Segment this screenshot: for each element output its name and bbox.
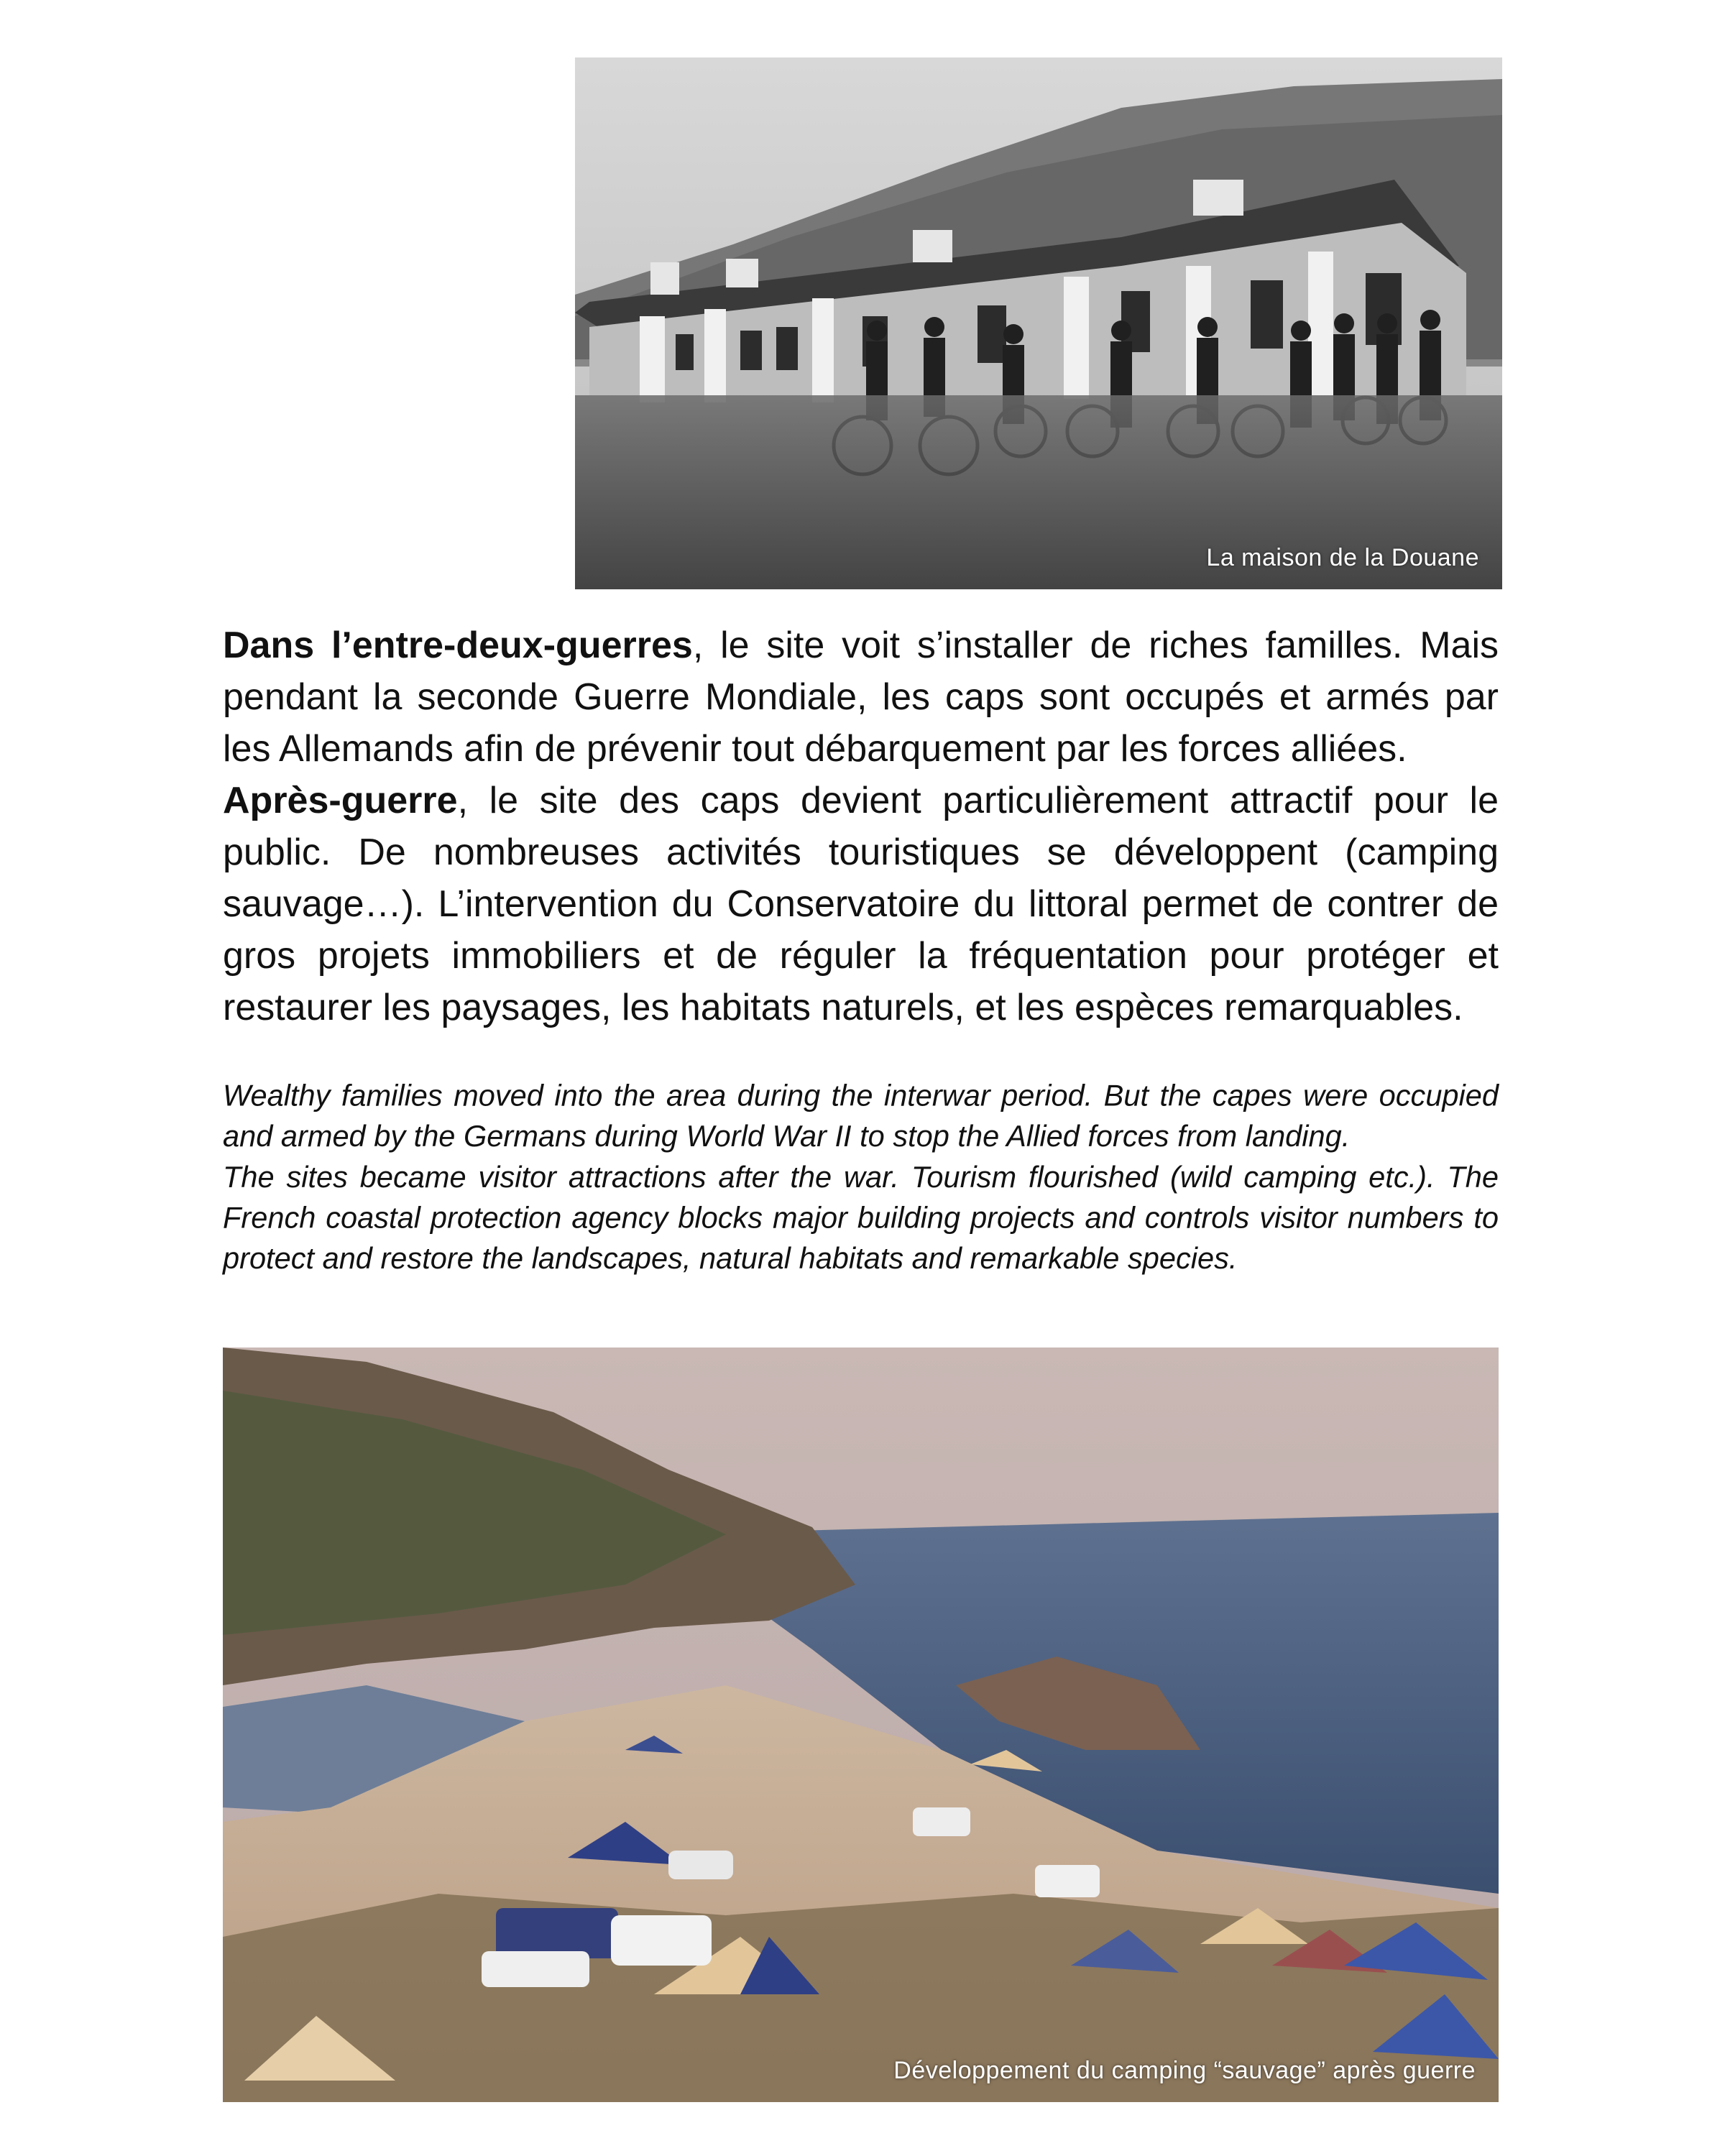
douane-house-photo bbox=[575, 57, 1502, 589]
english-translation bbox=[223, 1076, 1499, 1279]
paragraph-postwar bbox=[223, 775, 1499, 1033]
english-paragraph-1: Wealthy families moved into the area during the interwar period. But the capes were occupied and armed by the Germans during World War II to stop the Allied forces from landing. bbox=[223, 1079, 1499, 1153]
paragraph-interwar bbox=[223, 619, 1499, 775]
english-paragraph-2: The sites became visitor attractions after the war. Tourism flourished (wild camping etc.). The French coastal protection agency blocks major building projects and controls visitor numbers to protect and restore the landscapes, natural habitats and remarkable species. bbox=[223, 1161, 1499, 1276]
paragraph-interwar-lead: Dans l’entre-deux-guerres bbox=[223, 625, 693, 666]
top-photo-caption: La maison de la Douane bbox=[1206, 544, 1479, 571]
paragraph-interwar-body: , le site voit s’installer de riches familles. Mais pendant la seconde Guerre Mondiale, les caps sont occupés et armés par les Allemands afin de prévenir tout débarquement par les forces alliées. bbox=[223, 625, 1499, 770]
paragraph-postwar-body: , le site des caps devient particulièrement attractif pour le public. De nombreuses activités touristiques se développent (camping sauvage…). L’intervention du Conservatoire du littoral permet de contrer de gros projets immobiliers et de réguler la fréquentation pour protéger et restaurer les paysages, les habitats naturels, et les espèces remarquables. bbox=[223, 780, 1499, 1028]
camping-beach-photo bbox=[223, 1348, 1499, 2102]
camping-beach-illustration bbox=[223, 1348, 1499, 2102]
douane-house-illustration bbox=[575, 57, 1502, 589]
bottom-photo-caption: Développement du camping “sauvage” après guerre bbox=[893, 2057, 1476, 2084]
paragraph-postwar-lead: Après-guerre bbox=[223, 780, 458, 821]
french-text bbox=[223, 619, 1499, 1033]
